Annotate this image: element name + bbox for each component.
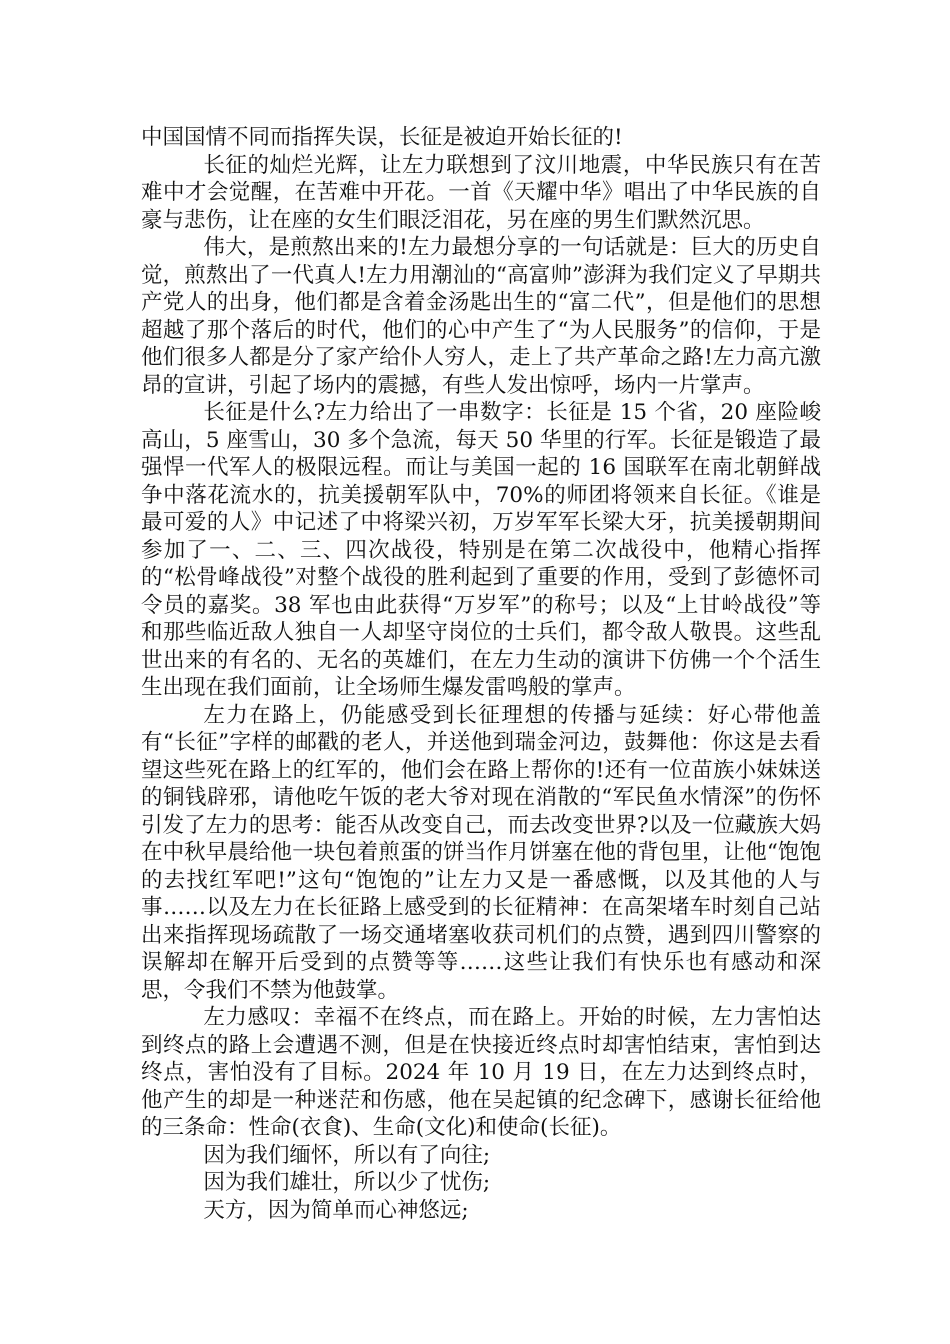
poem-line-1: 因为我们缅怀，所以有了向往; (203, 1142, 491, 1168)
paragraph-2: 长征的灿烂光辉，让左力联想到了汶川地震，中华民族只有在苦难中才会觉醒，在苦难中开花。一首《天耀中华》唱出了中华民族的自豪与悲伤，让在座的女生们眼泛泪花，另在座的男生们默然沉思。 (141, 152, 821, 233)
paragraph-3: 伟大，是煎熬出来的!左力最想分享的一句话就是：巨大的历史自觉，煎熬出了一代真人!左力用潮汕的“高富帅”澎湃为我们定义了早期共产党人的出身，他们都是含着金汤匙出生的“富二代”，但是他们的思想超越了那个落后的时代，他们的心中产生了“为人民服务”的信仰，于是他们很多人都是分了家产给仆人穷人，走上了共产革命之路!左力高亢激昂的宣讲，引起了场内的震撼，有些人发出惊呼，场内一片掌声。 (141, 235, 821, 398)
paragraph-1: 中国国情不同而指挥失误，长征是被迫开始长征的! (141, 125, 623, 150)
poem-line-3: 天方，因为简单而心神悠远; (203, 1197, 469, 1223)
poem-line-2: 因为我们雄壮，所以少了忧伤; (203, 1170, 491, 1195)
paragraph-4: 长征是什么?左力给出了一串数字：长征是 15 个省，20 座险峻高山，5 座雪山，30 多个急流，每天 50 华里的行军。长征是锻造了最强悍一代军人的极限远程。而让与美国一起的 16 国联军在南北朝鲜战争中落花流水的，抗美援朝军队中，70%的师团将领来自长征。《谁是最可爱的人》中记述了中将梁兴初，万岁军军长梁大牙，抗美援朝期间参加了一、二、三、四次战役，特别是在第二次战役中，他精心指挥的“松骨峰战役”对整个战役的胜利起到了重要的作用，受到了彭德怀司令员的嘉奖。38 军也由此获得“万岁军”的称号；以及“上甘岭战役”等和那些临近敌人独自一人却坚守岗位的士兵们，都令敌人敬畏。这些乱世出来的有名的、无名的英雄们，在左力生动的演讲下仿佛一个个活生生出现在我们面前，让全场师生爆发雷鸣般的掌声。 (141, 400, 821, 700)
paragraph-5: 左力在路上，仍能感受到长征理想的传播与延续：好心带他盖有“长征”字样的邮戳的老人，并送他到瑞金河边，鼓舞他：你这是去看望这些死在路上的红军的，他们会在路上帮你的!还有一位苗族小妹妹送的铜钱辟邪，请他吃午饭的老大爷对现在消散的“军民鱼水情深”的伤怀引发了左力的思考：能否从改变自己，而去改变世界?以及一位藏族大妈在中秋早晨给他一块包着煎蛋的饼当作月饼塞在他的背包里，让他“饱饱的去找红军吧!”这句“饱饱的”让左力又是一番感慨，以及其他的人与事……以及左力在长征路上感受到的长征精神：在高架堵车时刻自己站出来指挥现场疏散了一场交通堵塞收获司机们的点赞，遇到四川警察的误解却在解开后受到的点赞等等……这些让我们有快乐也有感动和深思，令我们不禁为他鼓掌。 (141, 702, 821, 1003)
paragraph-6: 左力感叹：幸福不在终点，而在路上。开始的时候，左力害怕达到终点的路上会遭遇不测，但是在快接近终点时却害怕结束，害怕到达终点，害怕没有了目标。2024 年 10 月 19 日，在左力达到终点时，他产生的却是一种迷茫和伤感，他在吴起镇的纪念碑下，感谢长征给他的三条命：性命(衣食)、生命(文化)和使命(长征)。 (141, 1005, 821, 1140)
document-body (141, 124, 821, 1224)
